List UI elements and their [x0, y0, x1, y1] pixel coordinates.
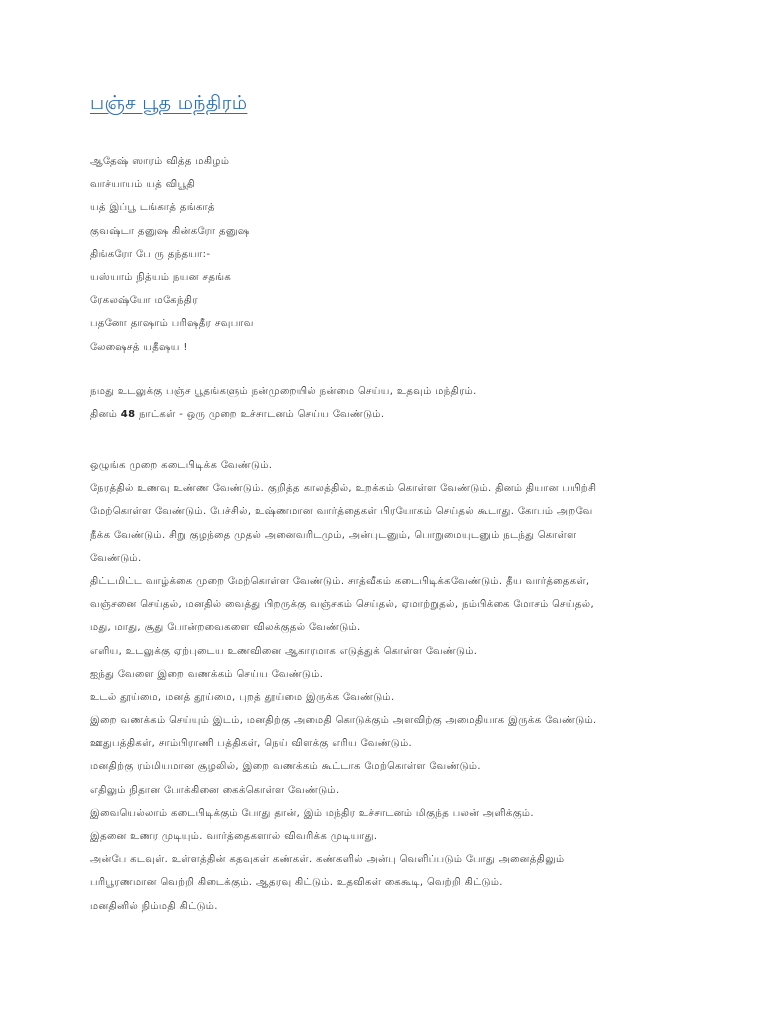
body-line: எளிய, உடலுக்கு ஏற்புடைய உணவினை ஆகாரமாக எடுத்துக் கொள்ள வேண்டும்.	[90, 645, 478, 657]
mantra-line: லேஷைசத் யதீஷய !	[90, 341, 188, 353]
body-line: வஞ்சனை செய்தல், மனதில் வைத்து பிறருக்கு வஞ்சகம் செய்தல், ஏமாற்றுதல், நம்பிக்கை மோசம் செய்தல்,	[90, 599, 595, 611]
body-line: நேரத்தில் உணவு உண்ண வேண்டும். குறித்த காலத்தில், உறக்கம் கொள்ள வேண்டும். தினம் தியான பயிற்சி	[90, 483, 597, 495]
mantra-line: திங்கரோ பே ரு தந்தயா:-	[90, 248, 211, 260]
guidelines-body	[90, 454, 730, 918]
body-line: எதிலும் நிதான போக்கினை கைக்கொள்ள வேண்டும்.	[90, 784, 340, 796]
mantra-line: வாச்யாயம் யத் விபூதி	[90, 179, 196, 191]
duration-suffix: நாட்கள் - ஒரு முறை உச்சாடனம் செய்ய வேண்டும்.	[135, 409, 385, 421]
body-line: ஒழுங்க முறை கடைபிடிக்க வேண்டும்.	[90, 460, 273, 471]
intro-line: நமது உடலுக்கு பஞ்ச பூதங்களும் நன்முறையில் நன்மை செய்ய, உதவும் மந்திரம்.	[90, 386, 477, 397]
page-title[interactable]: பஞ்ச பூத மந்திரம்	[90, 92, 248, 114]
body-line: திட்டமிட்ட வாழ்க்கை முறை மேற்கொள்ள வேண்டும். சாத்வீகம் கடைபிடிக்கவேண்டும். தீய வார்த்தைகள்,	[90, 575, 590, 587]
intro-line-duration	[90, 403, 730, 426]
body-line: மனதினில் நிம்மதி கிட்டும்.	[90, 900, 218, 912]
body-line: வேண்டும்.	[90, 552, 142, 564]
body-line: இவையெல்லாம் கடைபிடிக்கும் போது தான், இம் மந்திர உச்சாடனம் மிகுந்த பலன் அளிக்கும்.	[90, 807, 534, 819]
body-line: இறை வணக்கம் செய்யும் இடம், மனதிற்கு அமைதி கொடுக்கும் அளவிற்கு அமைதியாக இருக்க வேண்டும்.	[90, 715, 597, 727]
body-line: மேற்கொள்ள வேண்டும். பேச்சில், உஷ்ணமான வார்த்தைகள் பிரயோகம் செய்தல் கூடாது. கோபம் அறவே	[90, 506, 593, 518]
days-count: 48	[120, 409, 136, 421]
mantra-line: ஆதேஷ் ஸாரம் வித்த மகிழம்	[90, 156, 230, 167]
body-line: இதனை உணர முடியும். வார்த்தைகளால் விவரிக்க முடியாது.	[90, 831, 378, 842]
body-line: அன்பே கடவுள். உள்ளத்தின் கதவுகள் கண்கள். கண்களில் அன்பு வெளிப்படும் போது அனைத்திலும்	[90, 854, 565, 866]
mantra-line: பதனோ தாஷாம் பரிஷதீர சவுபாவ	[90, 318, 254, 330]
mantra-line: யத் இப்பூ டங்காத் தங்காத்	[90, 202, 215, 214]
body-line: உடல் தூய்மை, மனத் தூய்மை, புறத் தூய்மை இருக்க வேண்டும்.	[90, 691, 395, 703]
body-line: பரிபூரணமான வெற்றி கிடைக்கும். ஆதரவு கிட்டும். உதவிகள் கைகூடி, வெற்றி கிட்டும்.	[90, 877, 503, 889]
intro-block	[90, 380, 730, 426]
body-line: நீக்க வேண்டும். சிறு குழந்தை முதல் அனைவரிடமும், அன்புடனும், பொறுமையுடனும் நடந்து கொள்ள	[90, 529, 577, 541]
body-line: மனதிற்கு ரம்மியமான சூழலில், இறை வணக்கம் கூட்டாக மேற்கொள்ள வேண்டும்.	[90, 761, 481, 773]
body-line: ஊதுபத்திகள், சாம்பிராணி பத்திகள், நெய் விளக்கு எரிய வேண்டும்.	[90, 738, 413, 750]
mantra-line: குவஷ்டா தனுஷ கின்கரோ தனுஷ	[90, 225, 250, 237]
duration-prefix: தினம்	[90, 409, 121, 421]
mantra-verse	[90, 150, 730, 359]
body-line: மது, மாது, சூது போன்றவைகளை விலக்குதல் வேண்டும்.	[90, 622, 361, 634]
mantra-line: ரேகலஷ்யோ மகேந்திர	[90, 295, 198, 307]
mantra-line: யஸ்யாம் நித்யம் நயன சதங்க	[90, 271, 232, 283]
body-line: ஐந்து வேளை இறை வணக்கம் செய்ய வேண்டும்.	[90, 668, 324, 680]
